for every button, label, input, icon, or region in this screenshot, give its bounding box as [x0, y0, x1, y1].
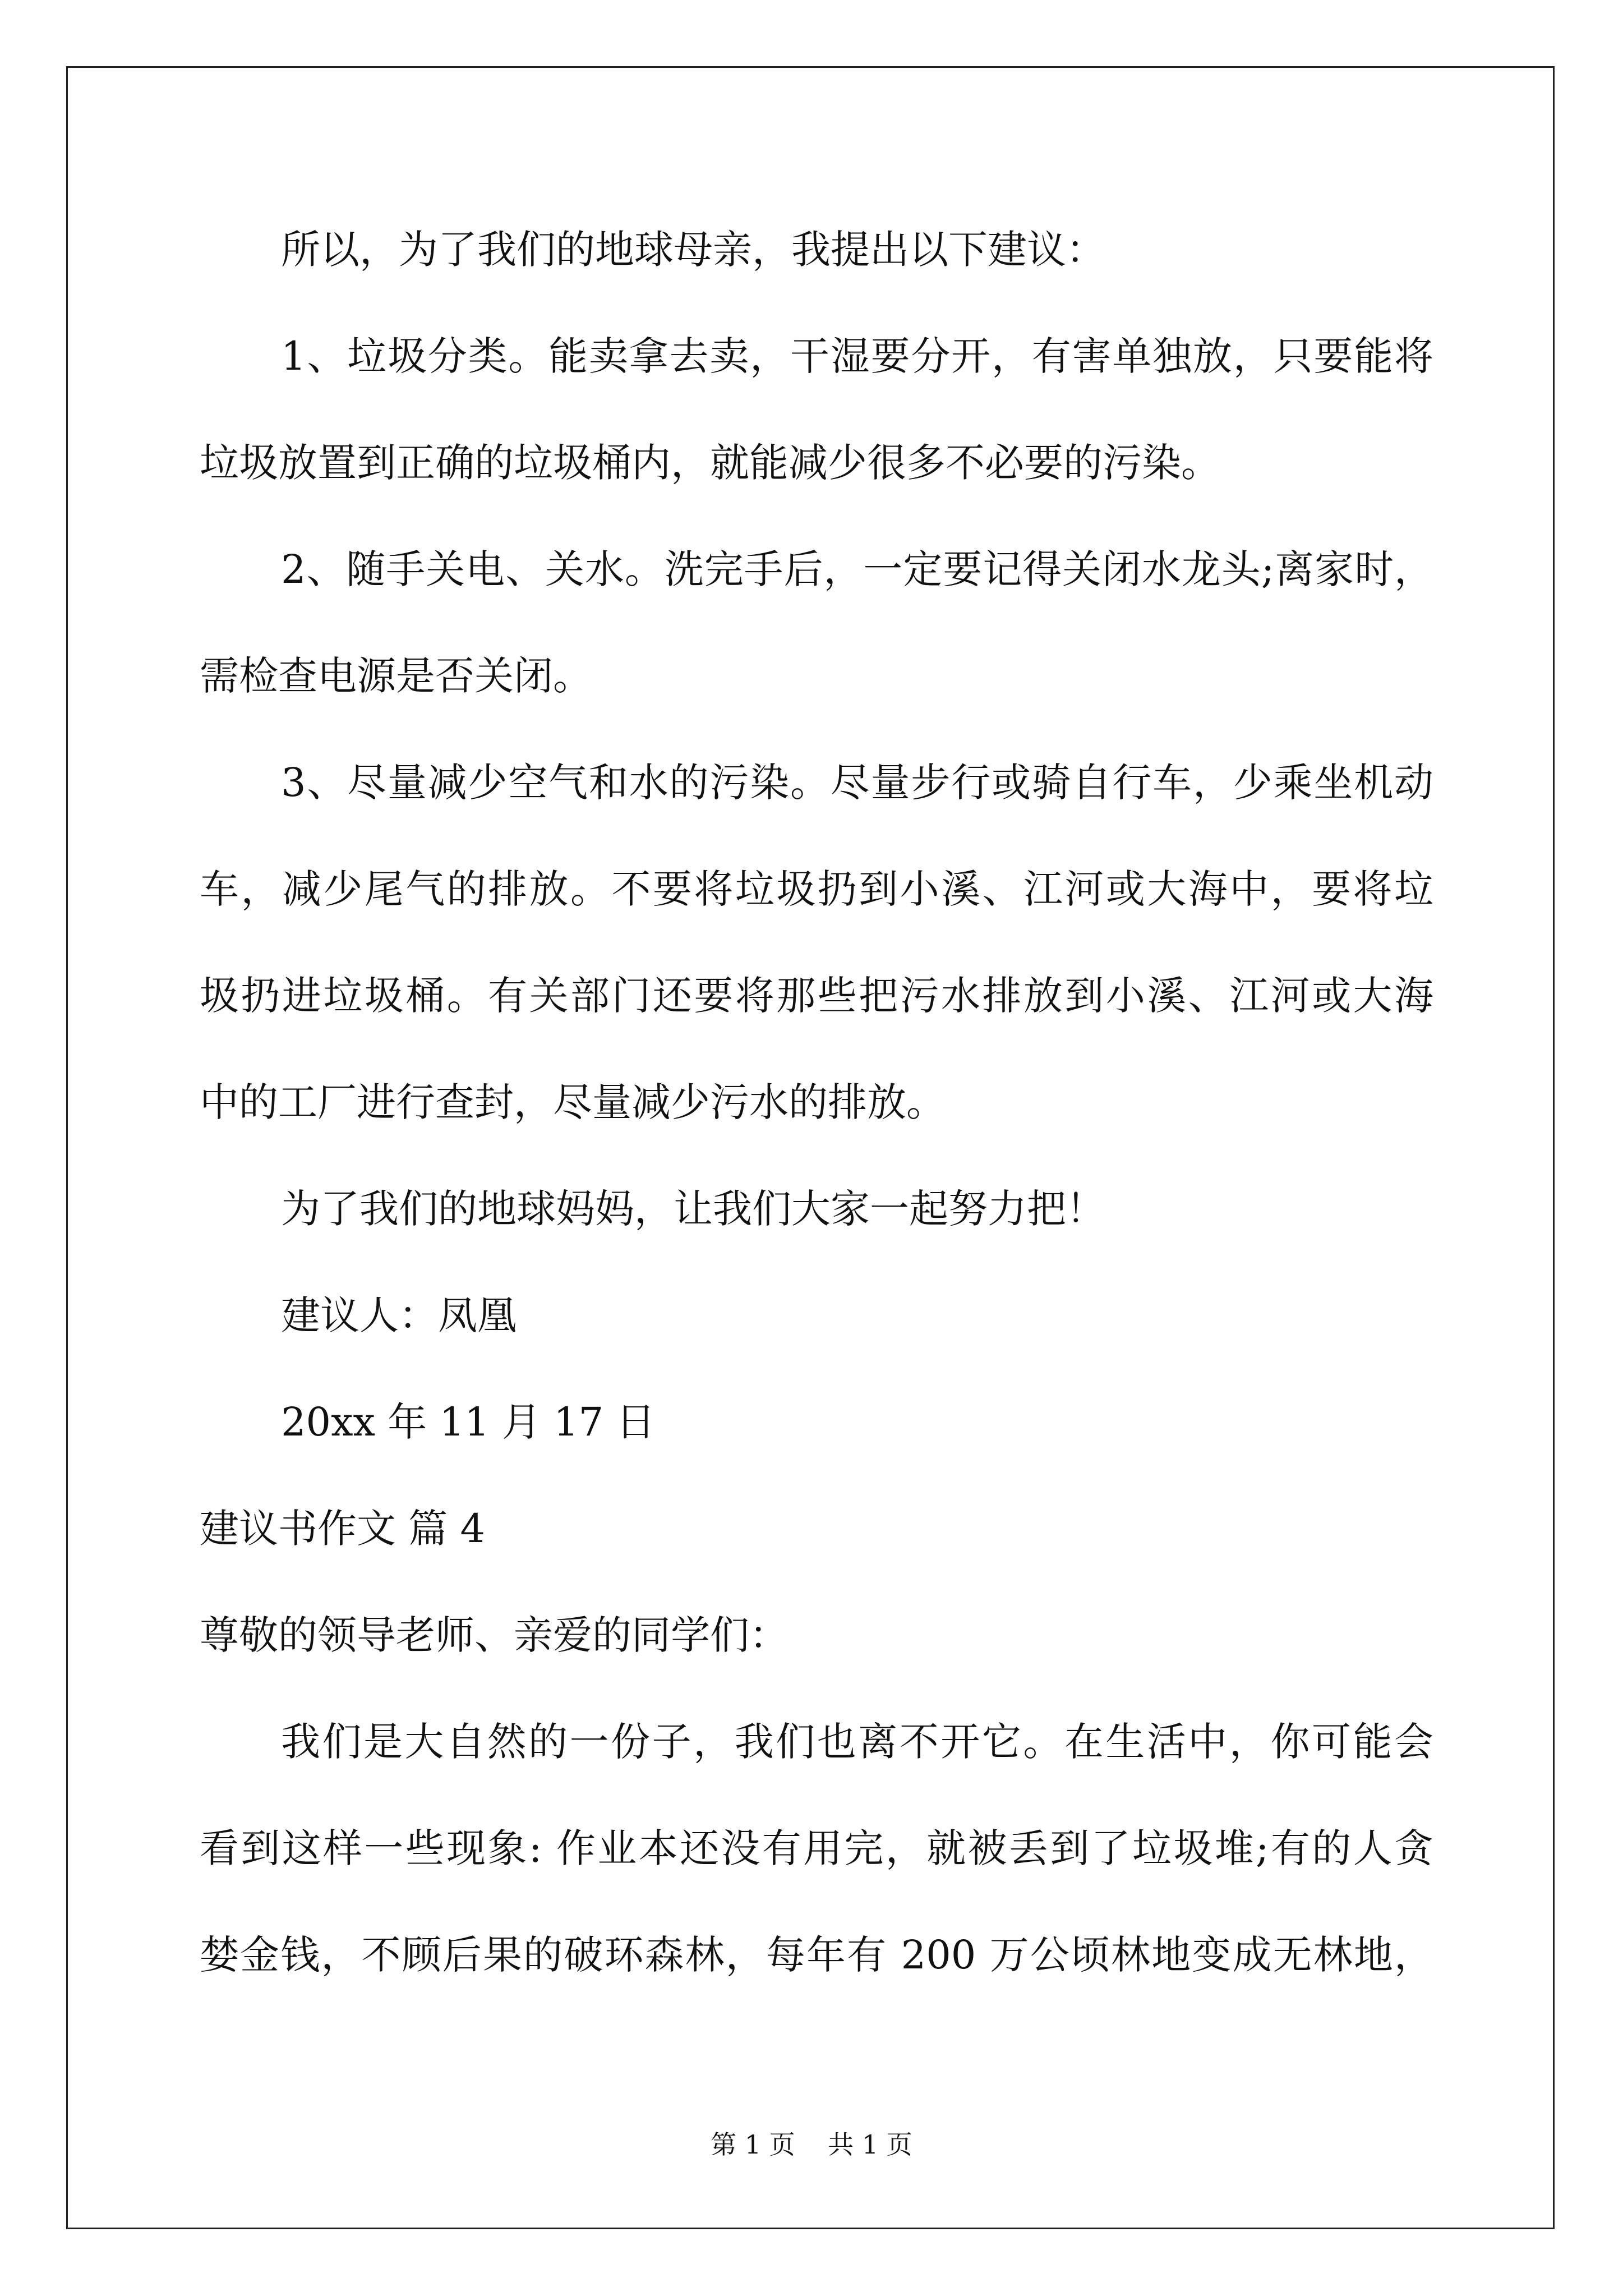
suggestion-1-line-2: 垃圾放置到正确的垃圾桶内，就能减少很多不必要的污染。 [200, 440, 1220, 486]
paragraph-intro-line: 所以，为了我们的地球母亲，我提出以下建议： [281, 227, 1105, 273]
page-number-footer: 第 1 页 共 1 页 [711, 2129, 912, 2160]
suggestion-2-line-1: 2、随手关电、关水。洗完手后，一定要记得关闭水龙头;离家时， [281, 546, 1433, 592]
section-heading: 建议书作文 篇 4 [200, 1506, 486, 1552]
salutation: 尊敬的领导老师、亲爱的同学们： [200, 1612, 789, 1658]
date-line: 20xx 年 11 月 17 日 [281, 1399, 656, 1445]
suggestion-3-line-1: 3、尽量减少空气和水的污染。尽量步行或骑自行车，少乘坐机动 [281, 760, 1433, 806]
body-paragraph-line-3: 婪金钱，不顾后果的破环森林，每年有 200 万公顷林地变成无林地， [200, 1932, 1433, 1978]
body-paragraph-line-1: 我们是大自然的一份子，我们也离不开它。在生活中，你可能会 [281, 1719, 1433, 1765]
signature-line: 建议人：凤凰 [281, 1292, 517, 1338]
suggestion-2-line-2: 需检查电源是否关闭。 [200, 653, 592, 699]
suggestion-3-line-2: 车，减少尾气的排放。不要将垃圾扔到小溪、江河或大海中，要将垃 [200, 866, 1433, 912]
suggestion-1-line-1: 1、垃圾分类。能卖拿去卖，干湿要分开，有害单独放，只要能将 [281, 333, 1433, 379]
closing-appeal: 为了我们的地球妈妈，让我们大家一起努力把！ [281, 1186, 1105, 1232]
suggestion-3-line-3: 圾扔进垃圾桶。有关部门还要将那些把污水排放到小溪、江河或大海 [200, 973, 1433, 1019]
page-border [66, 66, 1555, 2229]
body-paragraph-line-2: 看到这样一些现象: 作业本还没有用完，就被丢到了垃圾堆;有的人贪 [200, 1825, 1433, 1871]
suggestion-3-line-4: 中的工厂进行查封，尽量减少污水的排放。 [200, 1079, 946, 1125]
